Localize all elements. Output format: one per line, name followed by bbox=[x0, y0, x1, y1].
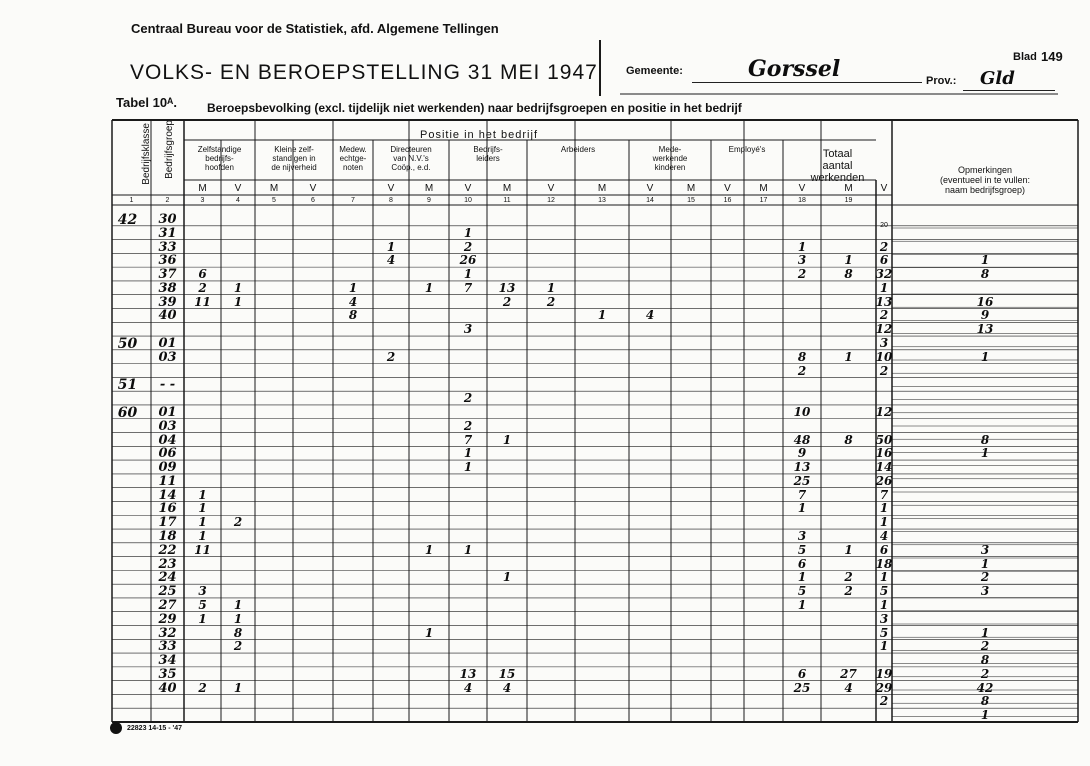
data-cell: 13 bbox=[498, 280, 516, 295]
bedrijfsgroep-cell: 27 bbox=[158, 597, 177, 613]
data-cell: 2 bbox=[844, 584, 853, 599]
data-cell: 2 bbox=[797, 267, 807, 282]
data-cell: 12 bbox=[875, 404, 893, 419]
data-cell: 26 bbox=[875, 473, 893, 488]
mv-header: M bbox=[844, 183, 853, 194]
prov-label: Prov.: bbox=[926, 75, 957, 87]
data-cell: 6 bbox=[879, 542, 889, 557]
column-group-5: Bedrijfs- leiders bbox=[473, 145, 503, 163]
header-bedrijfsgroep: Bedrijfsgroep bbox=[164, 120, 175, 179]
data-cell: 1 bbox=[879, 501, 889, 516]
mv-header: V bbox=[309, 183, 317, 194]
bedrijfsgroep-cell: 04 bbox=[158, 432, 177, 448]
data-cell: 14 bbox=[875, 460, 893, 475]
mv-header: V bbox=[646, 183, 654, 194]
data-cell: 32 bbox=[875, 267, 893, 282]
data-cell: 7 bbox=[463, 432, 473, 447]
bedrijfsgroep-cell: 03 bbox=[158, 418, 177, 434]
column-number: 9 bbox=[427, 197, 431, 204]
data-cell: 4 bbox=[879, 529, 889, 544]
data-cell: 1 bbox=[463, 460, 473, 475]
data-cell: 8 bbox=[980, 694, 990, 709]
data-cell: 2 bbox=[546, 294, 556, 309]
data-cell: 1 bbox=[844, 349, 853, 364]
data-cell: 8 bbox=[980, 432, 990, 447]
data-cell: 4 bbox=[386, 253, 396, 268]
data-cell: 1 bbox=[502, 570, 512, 585]
data-cell: 1 bbox=[463, 267, 473, 282]
column-group-9: Totaal aantal werkenden bbox=[810, 148, 865, 185]
data-cell: 26 bbox=[459, 253, 477, 268]
column-group-7: Mede- werkende kinderen bbox=[652, 145, 688, 172]
data-cell: 1 bbox=[424, 625, 434, 640]
header-positie: Positie in het bedrijf bbox=[420, 129, 538, 141]
data-cell: 2 bbox=[844, 570, 853, 585]
gemeente-label: Gemeente: bbox=[626, 65, 683, 77]
column-number: 4 bbox=[236, 197, 240, 204]
mv-header: M bbox=[502, 183, 512, 194]
column-number: 2 bbox=[165, 197, 170, 204]
mv-header: M bbox=[759, 183, 768, 194]
data-cell: 2 bbox=[233, 515, 243, 530]
data-cell: 1 bbox=[546, 280, 556, 295]
column-group-8: Employé's bbox=[728, 145, 766, 154]
column-number: 6 bbox=[311, 197, 315, 204]
bedrijfsgroep-cell: 09 bbox=[158, 460, 177, 476]
data-cell: 1 bbox=[463, 542, 473, 557]
data-cell: 1 bbox=[463, 225, 473, 240]
column-number: 10 bbox=[464, 197, 472, 204]
header-bedrijfsklasse: Bedrijfsklasse bbox=[141, 123, 152, 185]
column-group-10: Opmerkingen (eventueel in te vullen: naam bedrijfsgroep) bbox=[939, 165, 1031, 195]
column-number: 13 bbox=[598, 197, 606, 204]
column-number: 16 bbox=[723, 197, 732, 204]
mv-header: M bbox=[597, 183, 607, 194]
data-cell: 5 bbox=[879, 625, 889, 640]
data-cell: 1 bbox=[797, 501, 807, 516]
data-cell: 5 bbox=[879, 584, 889, 599]
data-cell: 1 bbox=[879, 280, 889, 295]
bedrijfsgroep-cell: 35 bbox=[158, 666, 177, 682]
data-cell: 29 bbox=[875, 680, 893, 695]
data-cell: 1 bbox=[198, 487, 207, 502]
data-cell: 25 bbox=[793, 680, 811, 695]
column-group-3: Medew. echtge- noten bbox=[339, 145, 367, 172]
bedrijfsklasse-cell: 60 bbox=[117, 404, 138, 421]
mv-header: M bbox=[198, 183, 207, 194]
form-title: VOLKS- EN BEROEPSTELLING 31 MEI 1947 bbox=[130, 61, 598, 84]
data-cell: 1 bbox=[198, 611, 207, 626]
mv-header: V bbox=[798, 183, 806, 194]
data-cell: 8 bbox=[348, 308, 358, 323]
data-cell: 2 bbox=[980, 666, 990, 681]
data-cell: 1 bbox=[797, 570, 807, 585]
data-cell: 4 bbox=[844, 680, 853, 695]
column-number: 14 bbox=[646, 197, 654, 204]
data-cell: 3 bbox=[980, 542, 990, 557]
data-cell: 4 bbox=[502, 680, 512, 695]
data-cell: 3 bbox=[879, 336, 889, 351]
data-cell: 4 bbox=[348, 294, 358, 309]
data-cell: 2 bbox=[463, 418, 473, 433]
column-number: 15 bbox=[687, 197, 695, 204]
column-group-1: Zelfstandige bedrijfs- hoofden bbox=[197, 145, 242, 172]
bedrijfsklasse-cell: 51 bbox=[117, 377, 138, 394]
data-cell: 2 bbox=[198, 280, 207, 295]
data-cell: 10 bbox=[793, 404, 811, 419]
data-cell: 50 bbox=[875, 432, 893, 447]
data-cell: 3 bbox=[797, 253, 807, 268]
mv-header: M bbox=[269, 183, 279, 194]
data-cell: 7 bbox=[463, 280, 473, 295]
data-cell: 19 bbox=[875, 666, 893, 681]
data-cell: 1 bbox=[233, 611, 243, 626]
column-number: 8 bbox=[389, 197, 393, 204]
bedrijfsgroep-cell: 25 bbox=[158, 584, 177, 600]
data-cell: 1 bbox=[980, 625, 990, 640]
data-cell: 2 bbox=[980, 570, 990, 585]
mv-header: M bbox=[686, 183, 696, 194]
column-group-4: Directeuren van N.V.'s Coöp., e.d. bbox=[390, 145, 432, 172]
column-number: 5 bbox=[272, 197, 276, 204]
bedrijfsgroep-cell: 34 bbox=[158, 653, 177, 669]
data-cell: 3 bbox=[980, 584, 990, 599]
data-cell: 2 bbox=[879, 363, 889, 378]
blad-label: Blad bbox=[1013, 51, 1037, 63]
data-cell: 1 bbox=[502, 432, 512, 447]
data-cell: 16 bbox=[875, 446, 893, 461]
data-cell: 7 bbox=[797, 487, 807, 502]
data-cell: 8 bbox=[844, 432, 853, 447]
bedrijfsgroep-cell: 39 bbox=[158, 294, 177, 310]
bedrijfsgroep-cell: 32 bbox=[158, 625, 177, 641]
data-cell: 1 bbox=[386, 239, 396, 254]
data-cell: 1 bbox=[980, 556, 990, 571]
data-cell: 4 bbox=[463, 680, 473, 695]
column-number: 17 bbox=[759, 197, 768, 204]
data-cell: 48 bbox=[793, 432, 811, 447]
bedrijfsgroep-cell: 16 bbox=[158, 501, 177, 517]
data-cell: 13 bbox=[875, 294, 893, 309]
data-cell: 1 bbox=[348, 280, 358, 295]
data-cell: 11 bbox=[194, 542, 211, 557]
data-cell: 2 bbox=[797, 363, 807, 378]
bedrijfsgroep-cell: 22 bbox=[158, 542, 177, 558]
data-cell: 25 bbox=[793, 473, 811, 488]
bedrijfsgroep-cell: 30 bbox=[158, 212, 177, 227]
column-group-6: Arbeiders bbox=[560, 145, 596, 154]
column-number: 20 bbox=[880, 222, 888, 229]
mv-header: V bbox=[387, 183, 395, 194]
bedrijfsgroep-cell: 24 bbox=[158, 570, 177, 586]
column-number: 18 bbox=[798, 197, 806, 204]
data-cell: 3 bbox=[879, 611, 889, 626]
data-cell: 1 bbox=[233, 597, 243, 612]
bureau-line: Centraal Bureau voor de Statistiek, afd. Algemene Tellingen bbox=[131, 21, 499, 36]
bedrijfsgroep-cell: 01 bbox=[158, 404, 177, 420]
bedrijfsklasse-cell: 42 bbox=[117, 212, 138, 228]
data-cell: 2 bbox=[463, 391, 473, 406]
data-cell: 2 bbox=[233, 639, 243, 654]
column-number: 3 bbox=[200, 197, 205, 204]
data-cell: 15 bbox=[498, 666, 516, 681]
data-cell: 1 bbox=[797, 597, 807, 612]
data-cell: 1 bbox=[424, 542, 434, 557]
data-cell: 1 bbox=[844, 542, 853, 557]
data-cell: 18 bbox=[875, 556, 893, 571]
blad-value: 149 bbox=[1041, 49, 1063, 64]
data-cell: 6 bbox=[879, 253, 889, 268]
column-number: 11 bbox=[503, 197, 511, 204]
bedrijfsgroep-cell: 11 bbox=[158, 473, 177, 489]
bedrijfsgroep-cell: 37 bbox=[158, 267, 177, 283]
bedrijfsgroep-cell: 31 bbox=[158, 225, 177, 241]
data-cell: 1 bbox=[879, 597, 889, 612]
data-cell: 1 bbox=[233, 294, 243, 309]
bedrijfsgroep-cell: 06 bbox=[158, 446, 177, 462]
mv-header: V bbox=[547, 183, 555, 194]
bedrijfsgroep-cell: 38 bbox=[158, 280, 177, 296]
data-cell: 3 bbox=[797, 529, 807, 544]
data-cell: 16 bbox=[976, 294, 994, 309]
bedrijfsgroep-cell: 33 bbox=[158, 239, 177, 255]
data-cell: 1 bbox=[879, 639, 889, 654]
data-cell: 5 bbox=[797, 584, 807, 599]
data-cell: 2 bbox=[502, 294, 512, 309]
data-cell: 9 bbox=[797, 446, 807, 461]
data-cell: 4 bbox=[645, 308, 655, 323]
data-cell: 2 bbox=[879, 694, 889, 709]
data-cell: 2 bbox=[463, 239, 473, 254]
data-cell: 1 bbox=[879, 515, 889, 530]
data-cell: 1 bbox=[597, 308, 607, 323]
bedrijfsgroep-cell: 29 bbox=[158, 611, 177, 627]
data-cell: 3 bbox=[463, 322, 473, 337]
tabel-label: Tabel 10ᴬ. bbox=[116, 95, 177, 110]
prov-value: Gld bbox=[980, 68, 1015, 89]
mv-header: M bbox=[424, 183, 434, 194]
gemeente-underline bbox=[692, 82, 922, 83]
bedrijfsgroep-cell: 18 bbox=[158, 529, 177, 545]
data-cell: 5 bbox=[198, 597, 207, 612]
data-cell: 2 bbox=[879, 239, 889, 254]
bedrijfsgroep-cell: 01 bbox=[158, 336, 177, 352]
data-cell: 2 bbox=[980, 639, 990, 654]
data-cell: 8 bbox=[980, 267, 990, 282]
data-cell: 1 bbox=[980, 253, 990, 268]
data-cell: 1 bbox=[797, 239, 807, 254]
data-cell: 6 bbox=[797, 556, 807, 571]
mv-header: V bbox=[234, 183, 242, 194]
mv-header: V bbox=[464, 183, 472, 194]
data-cell: 13 bbox=[459, 666, 477, 681]
bedrijfsgroep-cell: 03 bbox=[158, 349, 177, 365]
data-cell: 5 bbox=[797, 542, 807, 557]
data-cell: 6 bbox=[797, 666, 807, 681]
data-cell: 1 bbox=[980, 708, 990, 723]
bedrijfsgroep-cell: 14 bbox=[158, 487, 177, 503]
data-cell: 13 bbox=[793, 460, 811, 475]
data-cell: 1 bbox=[980, 349, 990, 364]
bedrijfsklasse-cell: 50 bbox=[117, 336, 138, 353]
data-cell: 1 bbox=[233, 280, 243, 295]
footer-code: 22823 14-15 - '47 bbox=[127, 725, 182, 732]
data-cell: 6 bbox=[198, 267, 207, 282]
bedrijfsgroep-cell: 23 bbox=[158, 556, 177, 572]
data-cell: 1 bbox=[463, 446, 473, 461]
data-cell: 13 bbox=[976, 322, 994, 337]
data-cell: 1 bbox=[879, 570, 889, 585]
column-number: 12 bbox=[547, 197, 555, 204]
data-cell: 2 bbox=[879, 308, 889, 323]
data-cell: 9 bbox=[980, 308, 990, 323]
bedrijfsgroep-cell: 40 bbox=[158, 680, 177, 696]
gemeente-value: Gorssel bbox=[748, 56, 841, 82]
data-cell: 10 bbox=[875, 349, 893, 364]
data-cell: 11 bbox=[194, 294, 211, 309]
data-cell: 2 bbox=[386, 349, 396, 364]
bedrijfsgroep-cell: 17 bbox=[158, 515, 177, 531]
data-cell: 1 bbox=[198, 501, 207, 516]
tabel-description: Beroepsbevolking (excl. tijdelijk niet werkenden) naar bedrijfsgroepen en positie in het bedrijf bbox=[207, 101, 742, 115]
data-cell: 1 bbox=[844, 253, 853, 268]
data-cell: 3 bbox=[198, 584, 207, 599]
data-cell: 8 bbox=[233, 625, 243, 640]
data-cell: 27 bbox=[840, 666, 857, 681]
bedrijfsgroep-cell: 40 bbox=[158, 308, 177, 324]
data-cell: 42 bbox=[976, 680, 994, 695]
printer-logo-icon bbox=[110, 722, 122, 734]
data-cell: 7 bbox=[879, 487, 889, 502]
column-number: 1 bbox=[129, 197, 134, 204]
column-number: 19 bbox=[844, 197, 853, 204]
data-cell: 8 bbox=[980, 653, 990, 668]
data-cell: 1 bbox=[980, 446, 990, 461]
data-cell: 2 bbox=[198, 680, 207, 695]
mv-header: V bbox=[724, 183, 731, 194]
column-group-2: Kleine zelf- standigen in de nijverheid bbox=[271, 145, 317, 172]
data-cell: 8 bbox=[797, 349, 807, 364]
mv-header: V bbox=[880, 183, 888, 194]
data-cell: 1 bbox=[198, 515, 207, 530]
column-number: 7 bbox=[351, 197, 355, 204]
data-cell: 1 bbox=[233, 680, 243, 695]
bedrijfsgroep-cell: - - bbox=[159, 377, 176, 393]
data-cell: 8 bbox=[844, 267, 853, 282]
prov-underline bbox=[963, 90, 1055, 91]
bedrijfsgroep-cell: 36 bbox=[158, 253, 177, 269]
bedrijfsgroep-cell: 33 bbox=[158, 639, 177, 655]
data-cell: 1 bbox=[424, 280, 434, 295]
data-cell: 12 bbox=[875, 322, 893, 337]
data-cell: 1 bbox=[198, 529, 207, 544]
